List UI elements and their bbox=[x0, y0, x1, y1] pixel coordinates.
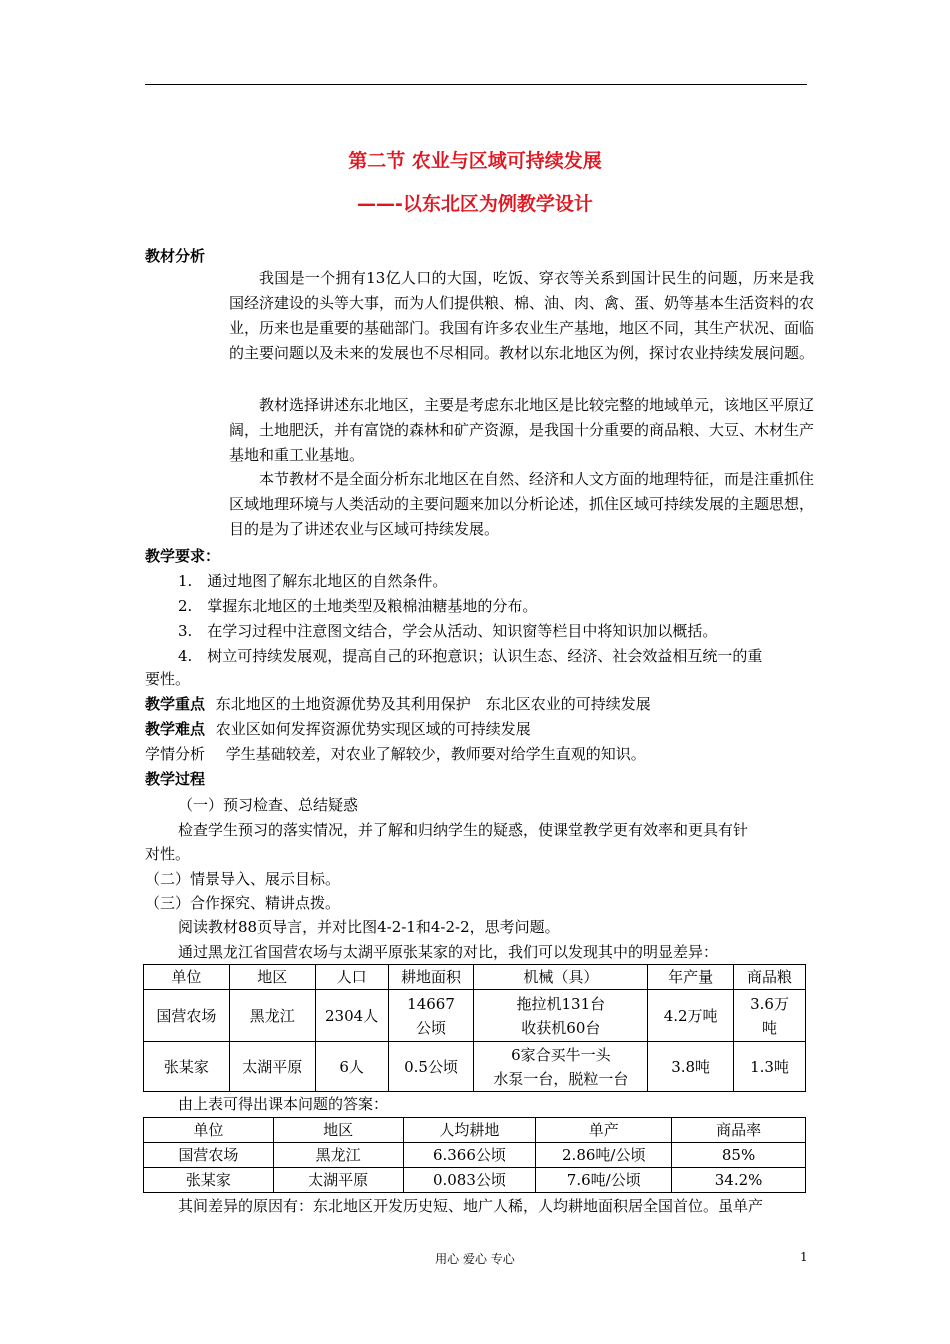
cell-line: 14667 bbox=[407, 994, 455, 1013]
table-cell bbox=[734, 990, 806, 1042]
section-heading-analysis: 教材分析 bbox=[145, 247, 206, 265]
key-points-label: 教学重点 bbox=[145, 695, 206, 713]
section-heading-requirements: 教学要求： bbox=[145, 547, 221, 565]
page-number: 1 bbox=[800, 1250, 808, 1264]
difficulties-text: 农业区如何发挥资源优势实现区域的可持续发展 bbox=[215, 720, 531, 738]
answer-table bbox=[143, 1117, 806, 1193]
difficulties-row bbox=[145, 719, 531, 739]
table-cell: 太湖平原 bbox=[229, 1042, 315, 1092]
table-header-cell: 单位 bbox=[144, 965, 230, 990]
cell-line: 拖拉机131台 bbox=[516, 994, 606, 1013]
learner-analysis-text: 学生基础较差，对农业了解较少，教师要对给学生直观的知识。 bbox=[225, 745, 646, 763]
requirement-item-continued: 要性。 bbox=[145, 670, 191, 688]
table-cell: 6人 bbox=[315, 1042, 388, 1092]
cell-line: 收获机60台 bbox=[521, 1018, 601, 1037]
table-cell: 1.3吨 bbox=[734, 1042, 806, 1092]
process-line: （三）合作探究、精讲点拨。 bbox=[145, 894, 341, 912]
table-header-cell: 单产 bbox=[536, 1118, 672, 1143]
table-header-cell: 地区 bbox=[229, 965, 315, 990]
table-cell: 0.083公顷 bbox=[403, 1168, 536, 1193]
analysis-paragraph-1: 我国是一个拥有13亿人口的大国，吃饭、穿衣等关系到国计民生的问题，历来是我国经济建设的头等大事，而为人们提供粮、棉、油、肉、禽、蛋、奶等基本生活资料的农业，历来也是重要的基础部门。我国有许多农业生产基地，地区不同，其生产状况、面临的主要问题以及未来的发展也不尽相同。教材以东北地区为例，探讨农业持续发展问题。 bbox=[229, 269, 815, 362]
process-line: 对性。 bbox=[145, 845, 191, 863]
table-header-cell: 单位 bbox=[144, 1118, 274, 1143]
analysis-paragraph-2: 教材选择讲述东北地区，主要是考虑东北地区是比较完整的地域单元，该地区平原辽阔，土地肥沃，并有富饶的森林和矿产资源，是我国十分重要的商品粮、大豆、木材生产基地和重工业基地。 bbox=[229, 396, 815, 464]
table-header-cell: 商品率 bbox=[672, 1118, 806, 1143]
table-cell: 2.86吨/公顷 bbox=[536, 1143, 672, 1168]
page-subtitle: ——-以东北区为例教学设计 bbox=[357, 193, 593, 215]
section-heading-process: 教学过程 bbox=[145, 770, 206, 788]
header-rule bbox=[145, 84, 807, 85]
process-line: 通过黑龙江省国营农场与太湖平原张某家的对比，我们可以发现其中的明显差异： bbox=[178, 943, 719, 961]
table-cell bbox=[388, 990, 474, 1042]
table-header-row bbox=[144, 1118, 806, 1143]
cell-line: 吨 bbox=[762, 1018, 778, 1037]
table-cell: 太湖平原 bbox=[273, 1168, 403, 1193]
process-line: （一）预习检查、总结疑惑 bbox=[178, 796, 359, 814]
table-header-row bbox=[144, 965, 806, 990]
table-header-cell: 地区 bbox=[273, 1118, 403, 1143]
requirement-item: 4. 树立可持续发展观，提高自己的环抱意识；认识生态、经济、社会效益相互统一的重 bbox=[178, 647, 763, 665]
learner-analysis-row bbox=[145, 744, 646, 764]
table-cell: 张某家 bbox=[144, 1042, 230, 1092]
table-header-cell: 商品粮 bbox=[734, 965, 806, 990]
table-cell: 3.8吨 bbox=[648, 1042, 734, 1092]
table-header-cell: 耕地面积 bbox=[388, 965, 474, 990]
process-line: 阅读教材88页导言，并对比图4-2-1和4-2-2，思考问题。 bbox=[178, 918, 560, 936]
table-cell bbox=[474, 1042, 648, 1092]
table-cell bbox=[474, 990, 648, 1042]
analysis-paragraph-3: 本节教材不是全面分析东北地区在自然、经济和人文方面的地理特征，而是注重抓住区域地理环境与人类活动的主要问题来加以分析论述，抓住区域可持续发展的主题思想，目的是为了讲述农业与区域可持续发展。 bbox=[229, 470, 815, 538]
process-line: 检查学生预习的落实情况，并了解和归纳学生的疑惑，使课堂教学更有效率和更具有针 bbox=[178, 821, 749, 839]
table-cell: 张某家 bbox=[144, 1168, 274, 1193]
table-cell: 85% bbox=[672, 1143, 806, 1168]
cell-line: 6家合买牛一头 bbox=[511, 1045, 611, 1064]
page-footer: 用心 爱心 专心 bbox=[435, 1252, 515, 1266]
learner-analysis-label: 学情分析 bbox=[145, 745, 206, 763]
table-row bbox=[144, 1143, 806, 1168]
comparison-table bbox=[143, 964, 806, 1092]
table-cell: 6.366公顷 bbox=[403, 1143, 536, 1168]
key-points-row bbox=[145, 694, 651, 714]
key-points-text: 东北地区的土地资源优势及其利用保护 东北区农业的可持续发展 bbox=[215, 695, 651, 713]
table-cell: 黑龙江 bbox=[273, 1143, 403, 1168]
table-row bbox=[144, 1168, 806, 1193]
process-line: （二）情景导入、展示目标。 bbox=[145, 870, 341, 888]
cell-line: 水泵一台，脱粒一台 bbox=[493, 1069, 629, 1088]
table-cell: 国营农场 bbox=[144, 1143, 274, 1168]
closing-line: 其间差异的原因有：东北地区开发历史短、地广人稀，人均耕地面积居全国首位。虽单产 bbox=[178, 1197, 764, 1215]
table-cell: 2304人 bbox=[315, 990, 388, 1042]
cell-line: 公顷 bbox=[416, 1018, 447, 1037]
table-row bbox=[144, 990, 806, 1042]
table-cell: 34.2% bbox=[672, 1168, 806, 1193]
table-cell: 4.2万吨 bbox=[648, 990, 734, 1042]
difficulties-label: 教学难点 bbox=[145, 720, 206, 738]
table-cell: 0.5公顷 bbox=[388, 1042, 474, 1092]
requirement-item: 2. 掌握东北地区的土地类型及粮棉油糖基地的分布。 bbox=[178, 597, 538, 615]
page-title: 第二节 农业与区域可持续发展 bbox=[348, 150, 602, 172]
table-cell: 国营农场 bbox=[144, 990, 230, 1042]
table-cell: 黑龙江 bbox=[229, 990, 315, 1042]
table-header-cell: 年产量 bbox=[648, 965, 734, 990]
table-header-cell: 机械（具） bbox=[474, 965, 648, 990]
table-header-cell: 人均耕地 bbox=[403, 1118, 536, 1143]
requirement-item: 1. 通过地图了解东北地区的自然条件。 bbox=[178, 572, 448, 590]
table-header-cell: 人口 bbox=[315, 965, 388, 990]
table-cell: 7.6吨/公顷 bbox=[536, 1168, 672, 1193]
cell-line: 3.6万 bbox=[750, 994, 789, 1013]
table2-intro: 由上表可得出课本问题的答案： bbox=[178, 1095, 389, 1113]
table-row bbox=[144, 1042, 806, 1092]
requirement-item: 3. 在学习过程中注意图文结合，学会从活动、知识窗等栏目中将知识加以概括。 bbox=[178, 622, 718, 640]
